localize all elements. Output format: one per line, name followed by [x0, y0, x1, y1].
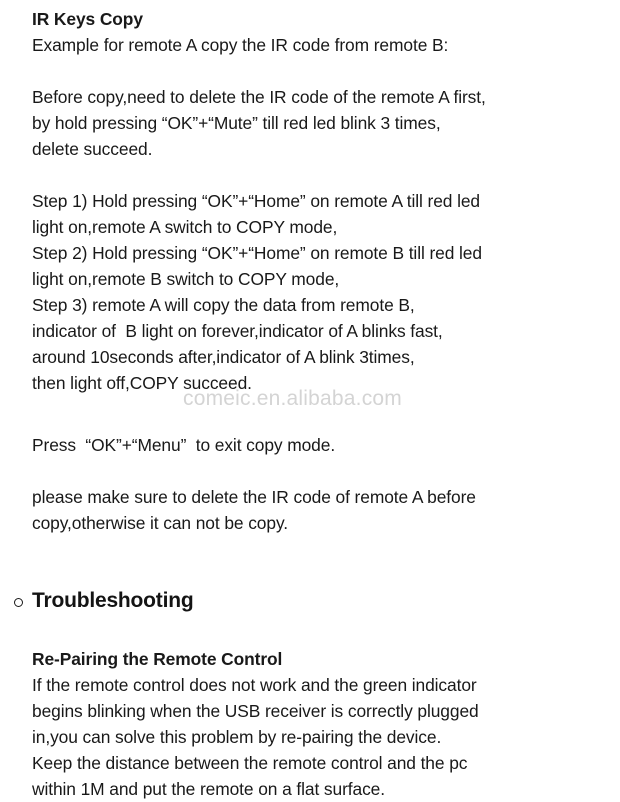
ir-keys-copy-section [32, 6, 598, 536]
paragraph-gap-4 [32, 458, 598, 484]
before-copy-line-2: by hold pressing “OK”+“Mute” till red led blink 3 times, [32, 113, 441, 133]
re-pairing-line-4: Keep the distance between the remote control and the pc [32, 753, 468, 773]
ring-bullet-icon [14, 598, 23, 607]
before-copy-line-3: delete succeed. [32, 139, 153, 159]
step-2-line-2: light on,remote B switch to COPY mode, [32, 269, 340, 289]
step-3-line-2: indicator of B light on forever,indicator of A blinks fast, [32, 321, 443, 341]
step-3-line-1: Step 3) remote A will copy the data from remote B, [32, 295, 415, 315]
ir-keys-copy-heading: IR Keys Copy [32, 9, 143, 29]
troubleshooting-heading-label: Troubleshooting [32, 589, 194, 612]
re-pairing-block [32, 646, 598, 802]
re-pairing-line-5: within 1M and put the remote on a flat surface. [32, 779, 385, 799]
warning-line-2: copy,otherwise it can not be copy. [32, 513, 288, 533]
paragraph-gap-2 [32, 162, 598, 188]
step-1-line-1: Step 1) Hold pressing “OK”+“Home” on remote A till red led [32, 191, 481, 211]
re-pairing-line-2: begins blinking when the USB receiver is correctly plugged [32, 701, 479, 721]
step-3-line-3: around 10seconds after,indicator of A blink 3times, [32, 347, 415, 367]
troubleshooting-heading [14, 588, 193, 614]
re-pairing-line-3: in,you can solve this problem by re-pairing the device. [32, 727, 442, 747]
watermark: comeic.en.alibaba.com [183, 387, 402, 410]
before-copy-line-1: Before copy,need to delete the IR code of the remote A first, [32, 87, 486, 107]
step-2-line-1: Step 2) Hold pressing “OK”+“Home” on remote B till red led [32, 243, 482, 263]
paragraph-gap-3 [32, 396, 598, 432]
intro-line-1: Example for remote A copy the IR code from remote B: [32, 35, 449, 55]
step-1-line-2: light on,remote A switch to COPY mode, [32, 217, 338, 237]
exit-copy-mode-line: Press “OK”+“Menu” to exit copy mode. [32, 435, 336, 455]
re-pairing-line-1: If the remote control does not work and the green indicator [32, 675, 477, 695]
step-3-line-4: then light off,COPY succeed. [32, 373, 252, 393]
re-pairing-subheading: Re-Pairing the Remote Control [32, 649, 283, 669]
paragraph-gap-1 [32, 58, 598, 84]
warning-line-1: please make sure to delete the IR code of remote A before [32, 487, 476, 507]
